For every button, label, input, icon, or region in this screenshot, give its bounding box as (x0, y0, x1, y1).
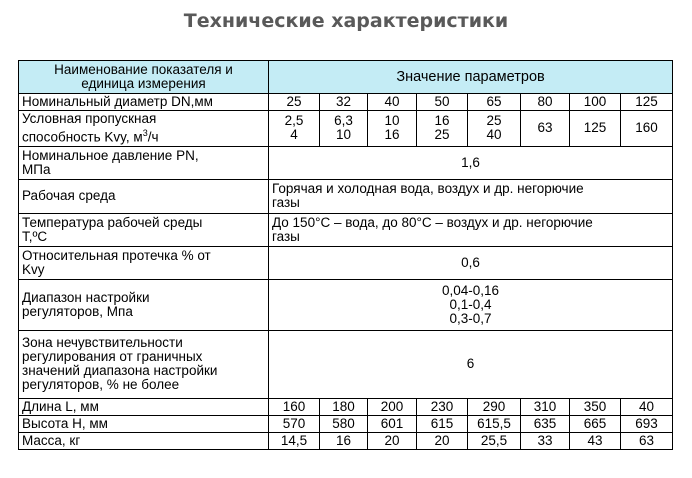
height-cell: 580 (320, 415, 368, 432)
height-cell: 615,5 (468, 415, 521, 432)
row-label (19, 111, 269, 147)
deadzone-label-line1: Зона нечувствительности (22, 335, 183, 350)
kvy-label-line2b: /ч (147, 129, 159, 145)
row-label: Длина L, мм (19, 398, 269, 415)
row-label: Номинальный диаметр DN,мм (19, 94, 269, 111)
length-cell: 200 (368, 398, 417, 415)
range-value (269, 279, 673, 330)
table-row (19, 94, 673, 111)
mass-cell: 16 (320, 432, 368, 449)
table-row (19, 330, 673, 398)
row-label (19, 213, 269, 246)
medium-value-line2: газы (272, 195, 300, 210)
kvy-cell: 63 (521, 111, 570, 147)
kvy-cell: 160 (621, 111, 673, 147)
dn-cell: 40 (368, 94, 417, 111)
dn-cell: 100 (570, 94, 621, 111)
range-value-2: 0,1-0,4 (449, 296, 492, 312)
mass-cell: 33 (521, 432, 570, 449)
deadzone-label-line2: регулирования от граничных (22, 349, 203, 364)
kvy-label-line1: Условная пропускная (22, 111, 157, 126)
dn-cell: 125 (621, 94, 673, 111)
dn-cell: 80 (521, 94, 570, 111)
spec-table (18, 60, 673, 450)
kvy-cell (368, 111, 417, 147)
dn-cell: 25 (269, 94, 320, 111)
length-cell: 350 (570, 398, 621, 415)
deadzone-label-line4: регуляторов, % не более (22, 377, 180, 392)
table-row (19, 415, 673, 432)
dn-cell: 50 (417, 94, 468, 111)
kvy-cell (320, 111, 368, 147)
table-row (19, 213, 673, 246)
page-title: Технические характеристики (183, 10, 509, 32)
length-cell: 40 (621, 398, 673, 415)
mass-cell: 20 (417, 432, 468, 449)
length-cell: 310 (521, 398, 570, 415)
kvy-top: 16 (434, 113, 450, 129)
mass-cell: 14,5 (269, 432, 320, 449)
medium-value-line1: Горячая и холодная вода, воздух и др. негорючие (272, 181, 584, 196)
table-row (19, 432, 673, 449)
range-value-3: 0,3-0,7 (449, 310, 492, 326)
table-header-row (19, 61, 673, 94)
height-cell: 665 (570, 415, 621, 432)
kvy-top: 25 (486, 113, 502, 129)
header-name-line1: Наименование показателя и (54, 62, 233, 77)
kvy-bottom: 10 (335, 127, 352, 143)
deadzone-value: 6 (269, 330, 673, 398)
kvy-cell (417, 111, 468, 147)
mass-cell: 20 (368, 432, 417, 449)
length-cell: 230 (417, 398, 468, 415)
dn-cell: 32 (320, 94, 368, 111)
mass-cell: 43 (570, 432, 621, 449)
leak-value: 0,6 (269, 246, 673, 279)
temp-value-line2: газы (272, 228, 300, 244)
kvy-top: 10 (384, 113, 400, 129)
pn-value: 1,6 (269, 146, 673, 179)
mass-cell: 25,5 (468, 432, 521, 449)
row-label: Рабочая среда (19, 179, 269, 213)
kvy-top: 2,5 (284, 113, 304, 129)
height-cell: 635 (521, 415, 570, 432)
range-label-line1: Диапазон настройки (22, 289, 150, 305)
row-label: Высота Н, мм (19, 415, 269, 432)
length-cell: 290 (468, 398, 521, 415)
length-cell: 180 (320, 398, 368, 415)
row-label: Масса, кг (19, 432, 269, 449)
table-row (19, 279, 673, 330)
table-row (19, 146, 673, 179)
kvy-cell (269, 111, 320, 147)
range-label-line2: регуляторов, Мпа (22, 303, 133, 319)
medium-value (269, 179, 673, 213)
leak-label-line1: Относительная протечка % от (22, 247, 211, 263)
temp-label-line2: Т,ºС (22, 228, 48, 244)
kvy-top: 6,3 (334, 113, 353, 129)
kvy-bottom: 16 (384, 127, 400, 143)
height-cell: 615 (417, 415, 468, 432)
row-label (19, 279, 269, 330)
kvy-label-sup: 3 (142, 128, 148, 138)
pn-label-line1: Номинальное давление PN, (22, 147, 199, 163)
table-row (19, 179, 673, 213)
length-cell: 160 (269, 398, 320, 415)
row-label (19, 246, 269, 279)
leak-label-line2: Kvy (22, 261, 45, 277)
header-value-cell: Значение параметров (269, 61, 673, 94)
range-value-1: 0,04-0,16 (441, 282, 500, 298)
row-label (19, 330, 269, 398)
kvy-label-line2a: способность Kvy, м (22, 129, 143, 145)
kvy-bottom: 25 (434, 127, 450, 143)
table-row (19, 246, 673, 279)
kvy-bottom: 4 (290, 127, 298, 143)
table-row (19, 398, 673, 415)
temp-value-line1: До 150°С – вода, до 80°С – воздух и др. негорючие (272, 214, 593, 230)
temp-label-line1: Температура рабочей среды (22, 214, 203, 230)
kvy-bottom: 40 (486, 127, 502, 143)
height-cell: 570 (269, 415, 320, 432)
height-cell: 601 (368, 415, 417, 432)
mass-cell: 63 (621, 432, 673, 449)
header-name-line2: единица измерения (81, 76, 206, 91)
row-label (19, 146, 269, 179)
table-row (19, 111, 673, 147)
pn-label-line2: МПа (22, 161, 51, 177)
height-cell: 693 (621, 415, 673, 432)
kvy-cell: 125 (570, 111, 621, 147)
deadzone-label-line3: значений диапазона настройки (22, 363, 218, 378)
temp-value (269, 213, 673, 246)
header-name-cell (19, 61, 269, 94)
dn-cell: 65 (468, 94, 521, 111)
kvy-cell (468, 111, 521, 147)
